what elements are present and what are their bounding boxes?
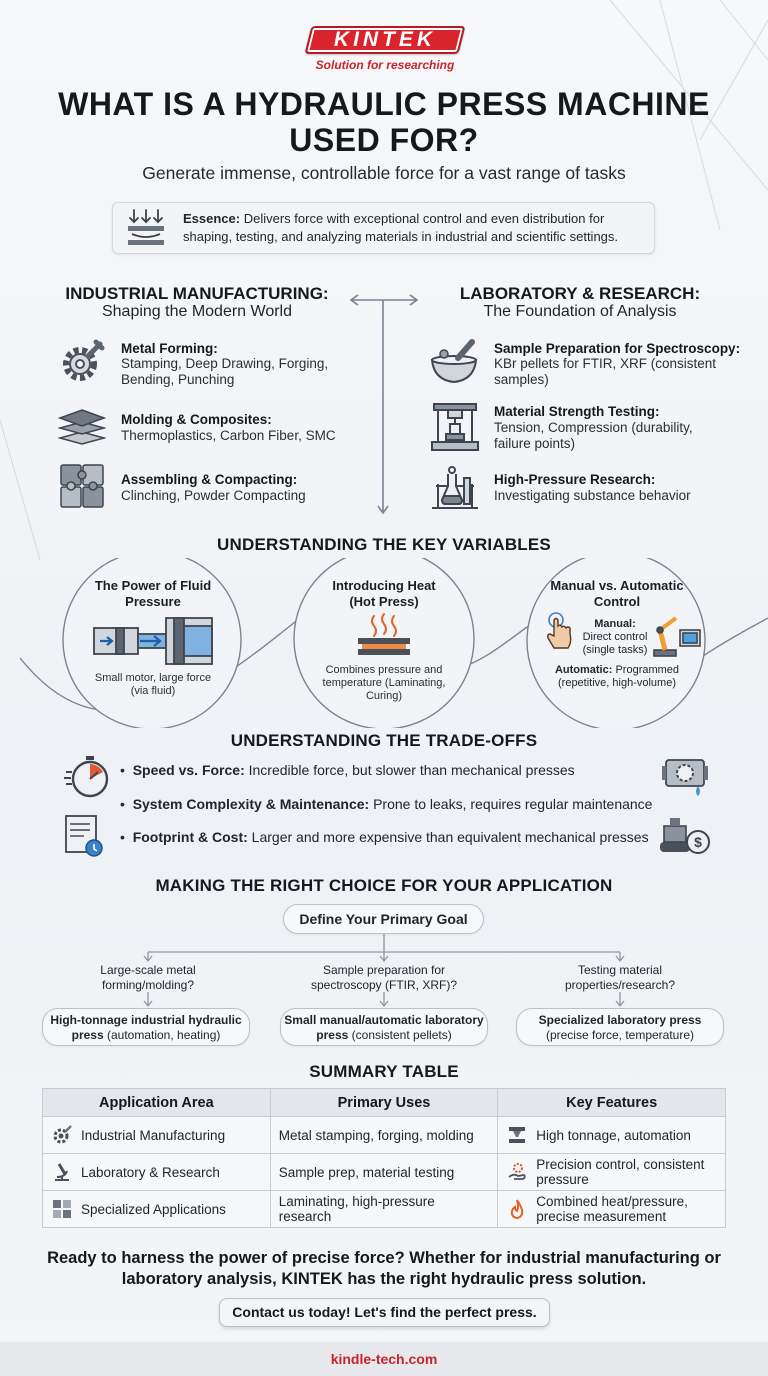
industrial-subheading: Shaping the Modern World	[101, 303, 293, 320]
table-cell: Metal stamping, forging, molding	[270, 1117, 498, 1154]
table-cell-text: Precision control, consistent pressure	[536, 1157, 705, 1187]
variable-fluid-title: The Power of Fluid Pressure	[94, 578, 212, 609]
puzzle-icon	[58, 462, 106, 510]
footer-link[interactable]: kindle-tech.com	[0, 1342, 768, 1376]
svg-text:$: $	[694, 834, 702, 850]
tradeoff-text: Prone to leaks, requires regular maintenance	[373, 796, 653, 812]
branch-answer	[516, 1008, 724, 1046]
microscope-icon	[51, 1161, 73, 1183]
table-cell	[498, 1191, 726, 1228]
brand-tagline: Solution for researching	[315, 58, 455, 72]
branch-answer-rest: (precise force, temperature)	[545, 1028, 695, 1042]
branch-answer-bold: Small manual/automatic laboratory press	[284, 1013, 484, 1042]
branch-answer-bold: High-tonnage industrial hydraulic press	[50, 1013, 242, 1042]
table-header-row	[43, 1089, 726, 1117]
variables-heading: UNDERSTANDING THE KEY VARIABLES	[217, 535, 551, 554]
table-cell	[43, 1154, 271, 1191]
machine-cost-icon	[658, 812, 712, 858]
table-cell	[43, 1191, 271, 1228]
stopwatch-icon	[64, 752, 112, 800]
hydraulic-cylinder-icon	[90, 614, 216, 668]
laboratory-item-desc: KBr pellets for FTIR, XRF (consistent samples)	[494, 356, 717, 387]
column-header: Application Area	[43, 1089, 271, 1117]
flame-icon	[506, 1198, 528, 1220]
manual-label: Manual:	[594, 618, 636, 630]
table-cell	[498, 1117, 726, 1154]
laboratory-item-title: High-Pressure Research:	[494, 472, 656, 487]
industrial-item-title: Metal Forming:	[121, 341, 218, 356]
gear-icon	[51, 1124, 73, 1146]
variable-fluid-desc: Small motor, large force (via fluid)	[94, 672, 212, 697]
industrial-item-desc: Clinching, Powder Compacting	[121, 488, 306, 503]
variable-control-title: Manual vs. Automatic Control	[550, 578, 684, 609]
automatic-control-text	[548, 664, 686, 690]
industrial-item-title: Assembling & Compacting:	[121, 472, 298, 487]
laboratory-item-desc: Tension, Compression (durability, failure points)	[494, 420, 693, 451]
tradeoff-text: Larger and more expensive than equivalent mechanical presses	[251, 829, 649, 845]
page-subtitle: Generate immense, controllable force for a vast range of tasks	[142, 163, 626, 183]
industrial-heading: INDUSTRIAL MANUFACTURING:	[65, 284, 329, 303]
table-cell-text: Combined heat/pressure, precise measurement	[536, 1194, 688, 1224]
variable-heat-desc: Combines pressure and temperature (Laminating, Curing)	[322, 664, 446, 702]
variable-heat-title: Introducing Heat (Hot Press)	[332, 578, 436, 609]
automatic-label: Automatic:	[554, 664, 613, 676]
contact-button[interactable]: Contact us today! Let's find the perfect press.	[219, 1298, 550, 1327]
table-cell	[43, 1117, 271, 1154]
branch-answer-rest: (automation, heating)	[106, 1028, 221, 1042]
table-cell: Laminating, high-pressure research	[270, 1191, 498, 1228]
automatic-desc: Programmed (repetitive, high-volume)	[558, 664, 680, 689]
industrial-item-desc: Thermoplastics, Carbon Fiber, SMC	[121, 428, 336, 443]
press-icon	[124, 206, 168, 250]
branch-question: Testing material properties/research?	[564, 963, 676, 992]
choice-heading: MAKING THE RIGHT CHOICE FOR YOUR APPLICATION	[155, 876, 613, 895]
tradeoff-label: Speed vs. Force:	[132, 762, 245, 778]
primary-goal-node: Define Your Primary Goal	[283, 904, 484, 934]
tradeoff-item: • Footprint & Cost: Larger and more expensive than equivalent mechanical presses	[120, 829, 649, 845]
laboratory-heading: LABORATORY & RESEARCH:	[459, 284, 701, 303]
mortar-pestle-icon	[428, 338, 480, 386]
center-arrows	[340, 290, 430, 522]
brand-logo-text: KINTEK	[333, 28, 437, 51]
table-cell	[498, 1154, 726, 1191]
summary-heading: SUMMARY TABLE	[309, 1062, 459, 1081]
industrial-item-desc: Stamping, Deep Drawing, Forging, Bending, Punching	[121, 356, 329, 387]
industrial-item-title: Molding & Composites:	[121, 412, 272, 427]
tradeoff-item: • Speed vs. Force: Incredible force, but slower than mechanical presses	[120, 762, 575, 778]
essence-text	[183, 210, 648, 246]
branch-question: Large-scale metal forming/molding?	[100, 963, 196, 992]
branch-answer	[280, 1008, 488, 1046]
tradeoff-text: Incredible force, but slower than mechanical presses	[248, 762, 575, 778]
table-cell: Sample prep, material testing	[270, 1154, 498, 1191]
hot-press-icon	[352, 612, 416, 660]
hand-touch-icon	[542, 612, 576, 652]
robot-arm-icon	[650, 612, 702, 658]
laboratory-item-title: Material Strength Testing:	[494, 404, 660, 419]
table-cell-text: Laboratory & Research	[81, 1164, 220, 1180]
branch-answer-bold: Specialized laboratory press	[538, 1013, 702, 1027]
branch-answer	[42, 1008, 250, 1046]
lab-flasks-icon	[430, 464, 480, 514]
table-row	[43, 1154, 726, 1191]
tradeoff-label: System Complexity & Maintenance:	[132, 796, 370, 812]
tradeoffs-heading: UNDERSTANDING THE TRADE-OFFS	[230, 731, 538, 750]
laboratory-item-desc: Investigating substance behavior	[494, 488, 691, 503]
laboratory-subheading: The Foundation of Analysis	[483, 303, 677, 320]
laboratory-item-title: Sample Preparation for Spectroscopy:	[494, 341, 741, 356]
tradeoff-label: Footprint & Cost:	[132, 829, 248, 845]
table-row	[43, 1191, 726, 1228]
table-row	[43, 1117, 726, 1154]
branch-question: Sample preparation for spectroscopy (FTIR, XRF)?	[310, 963, 458, 992]
column-header: Key Features	[498, 1089, 726, 1117]
press-anvil-icon	[506, 1124, 528, 1146]
essence-description: Delivers force with exceptional control and even distribution for shaping, testing, and analyzing materials in industrial and scientific settings.	[183, 211, 619, 244]
manual-control-text	[580, 618, 650, 657]
table-cell-text: Specialized Applications	[81, 1201, 226, 1217]
cta-text: Ready to harness the power of precise force? Whether for industrial manufacturing or laboratory analysis, KINTEK has the right hydraulic press solution.	[47, 1249, 721, 1288]
engine-leak-icon	[660, 752, 712, 800]
tradeoff-item: • System Complexity & Maintenance: Prone to leaks, requires regular maintenance	[120, 796, 653, 812]
branch-answer-rest: (consistent pellets)	[351, 1028, 452, 1042]
essence-label: Essence:	[183, 211, 241, 226]
table-cell-text: High tonnage, automation	[536, 1127, 691, 1143]
precision-hand-icon	[506, 1161, 528, 1183]
gear-wrench-icon	[58, 338, 106, 386]
summary-table	[42, 1088, 726, 1228]
page-title: WHAT IS A HYDRAULIC PRESS MACHINE USED FOR?	[58, 86, 710, 158]
manual-desc: Direct control (single tasks)	[582, 631, 648, 656]
testing-machine-icon	[430, 400, 480, 452]
layers-icon	[58, 402, 106, 446]
puzzle-piece-icon	[51, 1198, 73, 1220]
table-cell-text: Industrial Manufacturing	[81, 1127, 226, 1143]
column-header: Primary Uses	[270, 1089, 498, 1117]
blueprint-cost-icon	[62, 812, 110, 858]
